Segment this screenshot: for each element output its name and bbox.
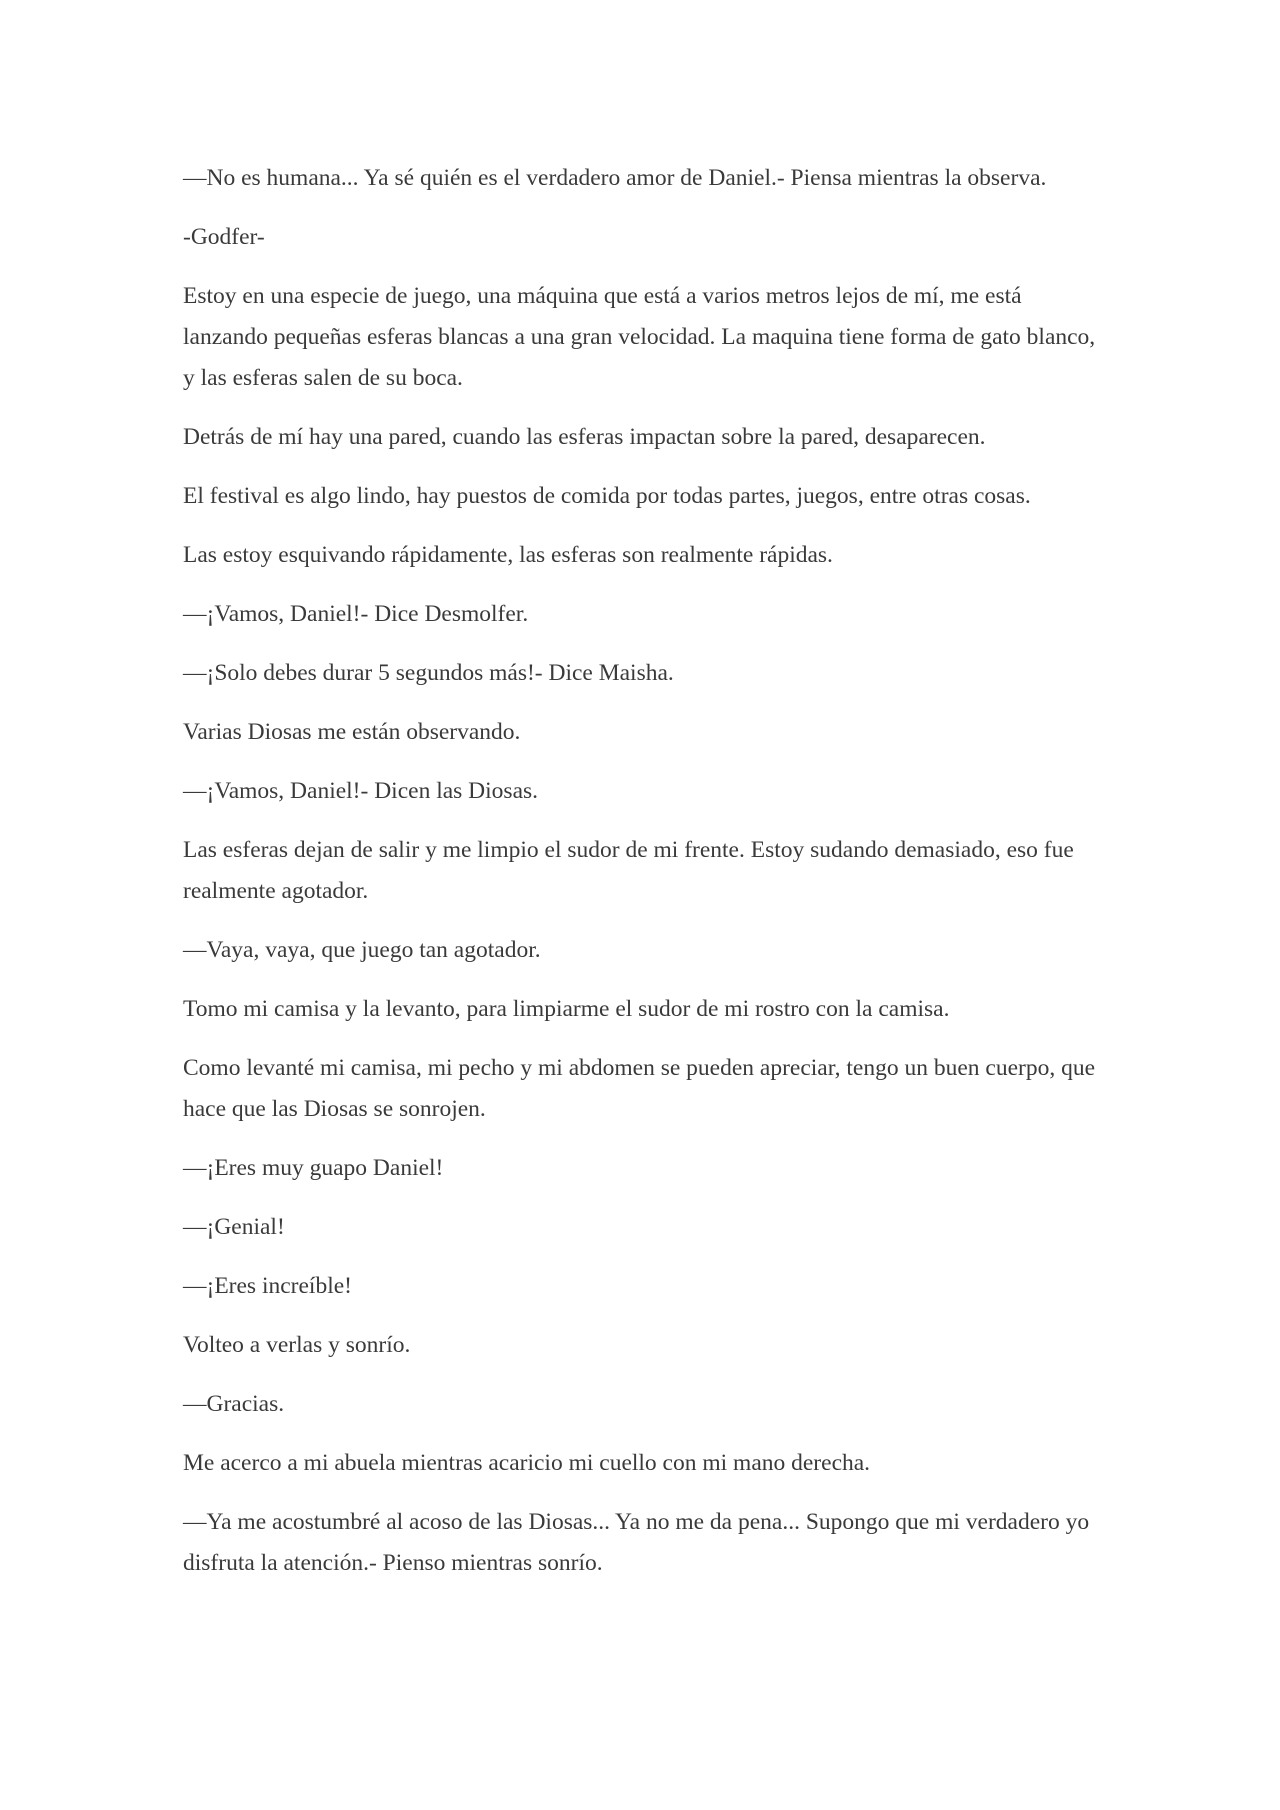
paragraph: Estoy en una especie de juego, una máquina que está a varios metros lejos de mí, me está lanzando pequeñas esferas blancas a una gran velocidad. La maquina tiene forma de gato blanco, y las esferas salen de su boca. <box>183 283 1096 391</box>
paragraph: Las esferas dejan de salir y me limpio el sudor de mi frente. Estoy sudando demasiado, eso fue realmente agotador. <box>183 837 1074 904</box>
paragraph: —Gracias. <box>183 1391 285 1417</box>
paragraph: —¡Vamos, Daniel!- Dice Desmolfer. <box>183 601 529 627</box>
paragraph: —¡Vamos, Daniel!- Dicen las Diosas. <box>183 778 539 804</box>
paragraph: Volteo a verlas y sonrío. <box>183 1332 411 1358</box>
paragraph: Tomo mi camisa y la levanto, para limpiarme el sudor de mi rostro con la camisa. <box>183 996 950 1022</box>
paragraph: Como levanté mi camisa, mi pecho y mi abdomen se pueden apreciar, tengo un buen cuerpo, que hace que las Diosas se sonrojen. <box>183 1055 1096 1122</box>
paragraph: —Vaya, vaya, que juego tan agotador. <box>183 937 541 963</box>
paragraph: Varias Diosas me están observando. <box>183 719 521 745</box>
paragraph: —¡Eres muy guapo Daniel! <box>183 1155 444 1181</box>
paragraph: El festival es algo lindo, hay puestos de comida por todas partes, juegos, entre otras cosas. <box>183 483 1031 509</box>
paragraph: Las estoy esquivando rápidamente, las esferas son realmente rápidas. <box>183 542 833 568</box>
paragraph: —Ya me acostumbré al acoso de las Diosas... Ya no me da pena... Supongo que mi verdadero yo disfruta la atención.- Pienso mientras sonrío. <box>183 1509 1090 1576</box>
paragraph: —¡Eres increíble! <box>183 1273 352 1299</box>
paragraph: —No es humana... Ya sé quién es el verdadero amor de Daniel.- Piensa mientras la observa. <box>183 165 1047 191</box>
paragraph: —¡Genial! <box>183 1214 285 1240</box>
paragraph: —¡Solo debes durar 5 segundos más!- Dice Maisha. <box>183 660 674 686</box>
paragraph: Detrás de mí hay una pared, cuando las esferas impactan sobre la pared, desaparecen. <box>183 424 986 450</box>
paragraph: -Godfer- <box>183 224 265 250</box>
paragraph: Me acerco a mi abuela mientras acaricio mi cuello con mi mano derecha. <box>183 1450 871 1476</box>
